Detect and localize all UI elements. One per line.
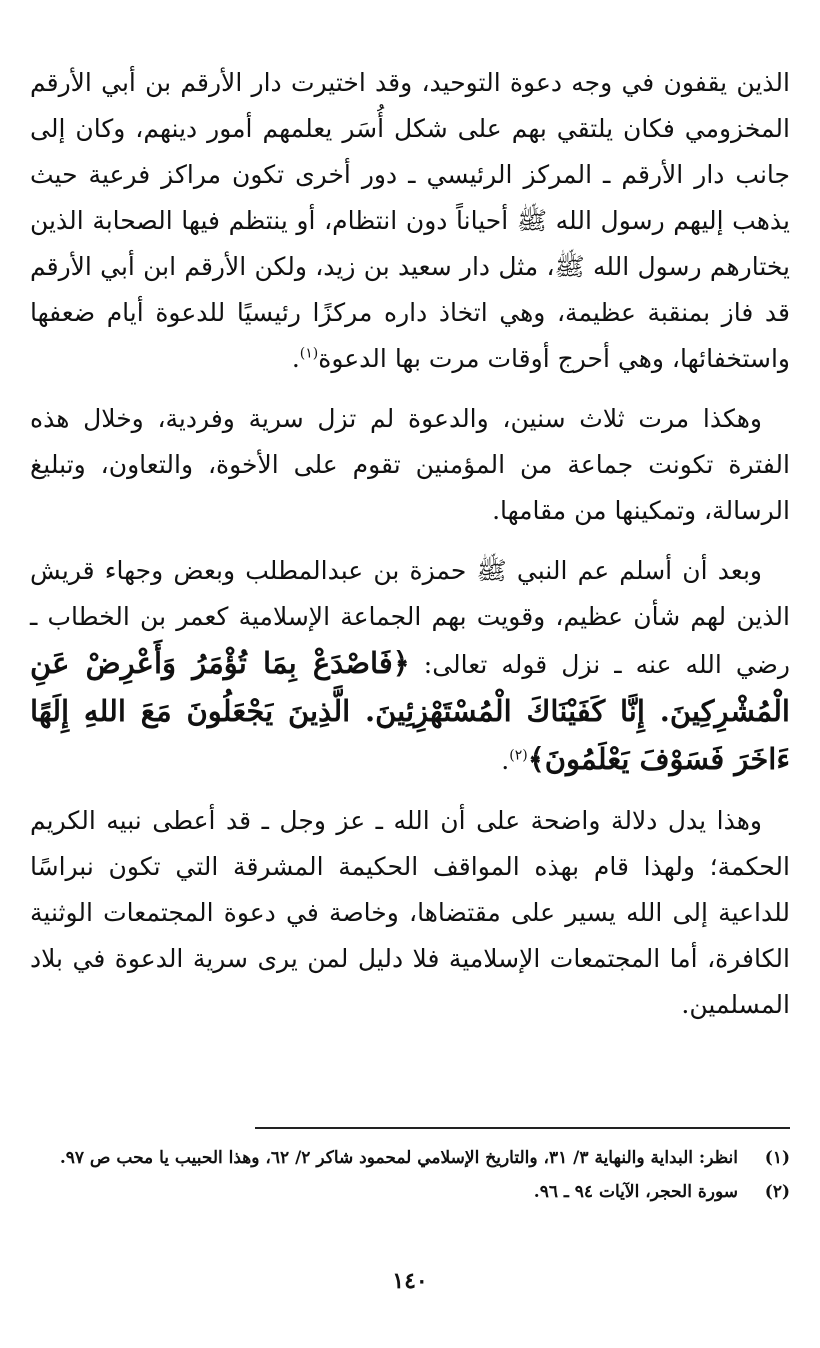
quran-verse: ﴿فَاصْدَعْ بِمَا تُؤْمَرُ وَأَعْرِضْ عَنِ الْمُشْرِكِينَ. إِنَّا كَفَيْنَاكَ الْمُسْتَهْزِئِينَ. الَّذِينَ يَجْعَلُونَ مَعَ اللهِ إِلَهًا ءَاخَرَ فَسَوْفَ يَعْلَمُونَ﴾: [30, 646, 790, 776]
paragraph-3-text: وبعد أن أسلم عم النبي ﷺ حمزة بن عبدالمطلب وبعض وجهاء قريش الذين لهم شأن عظيم، وقويت بهم الجماعة الإسلامية كعمر بن الخطاب ـ رضي الله عنه ـ نزل قوله تعالى:: [30, 556, 790, 679]
paragraph-3-tail: .: [501, 746, 510, 775]
paragraph-2-text: وهكذا مرت ثلاث سنين، والدعوة لم تزل سرية وفردية، وخلال هذه الفترة تكونت جماعة من المؤمنين تقوم على الأخوة، والتعاون، وتبليغ الرسالة، وتمكينها من مقامها.: [30, 404, 790, 525]
page-number: ١٤٠: [392, 1268, 428, 1294]
footnote-2: [30, 1177, 790, 1207]
footnote-1-number: (١): [764, 1148, 790, 1168]
footnote-1: [30, 1143, 790, 1173]
footnote-ref-2: (٢): [509, 747, 528, 764]
paragraph-3: [30, 548, 790, 784]
paragraph-4-text: وهذا يدل دلالة واضحة على أن الله ـ عز وجل ـ قد أعطى نبيه الكريم الحكمة؛ ولهذا قام بهذه المواقف الحكيمة المشرقة التي تكون نبراسًا للداعية إلى الله يسير على مقتضاها، وخاصة في دعوة المجتمعات الوثنية الكافرة، أما المجتمعات الإسلامية فلا دليل لمن يرى سرية الدعوة في بلاد المسلمين.: [30, 806, 790, 1019]
paragraph-2: [30, 396, 790, 534]
footnote-ref-1: (١): [299, 345, 319, 362]
paragraph-1-text: الذين يقفون في وجه دعوة التوحيد، وقد اختيرت دار الأرقم بن أبي الأرقم المخزومي فكان يلتقي بهم على شكل أُسَر يعلمهم أمور دينهم، وكان إلى جانب دار الأرقم ـ المركز الرئيسي ـ دور أخرى تكون مراكز فرعية حيث يذهب إليهم رسول الله ﷺ أحياناً دون انتظام، أو ينتظم فيها الصحابة الذين يختارهم رسول الله ﷺ، مثل دار سعيد بن زيد، ولكن الأرقم ابن أبي الأرقم قد فاز بمنقبة عظيمة، وهي اتخاذ داره مركزًا رئيسيًا للدعوة أيام ضعفها واستخفائها، وهي أحرج أوقات مرت بها الدعوة: [30, 68, 790, 373]
footnote-divider: [255, 1127, 790, 1129]
main-text: [30, 60, 790, 1028]
paragraph-4: [30, 798, 790, 1028]
footnote-2-text: سورة الحجر، الآيات ٩٤ ـ ٩٦.: [533, 1182, 738, 1202]
paragraph-1-tail: .: [291, 344, 300, 373]
footnote-1-text: انظر: البداية والنهاية ٣/ ٣١، والتاريخ الإسلامي لمحمود شاكر ٢/ ٦٢، وهذا الحبيب يا محب ص ٩٧.: [59, 1148, 738, 1168]
paragraph-1: [30, 60, 790, 382]
footnote-2-number: (٢): [764, 1182, 790, 1202]
footnotes: [30, 1143, 790, 1207]
